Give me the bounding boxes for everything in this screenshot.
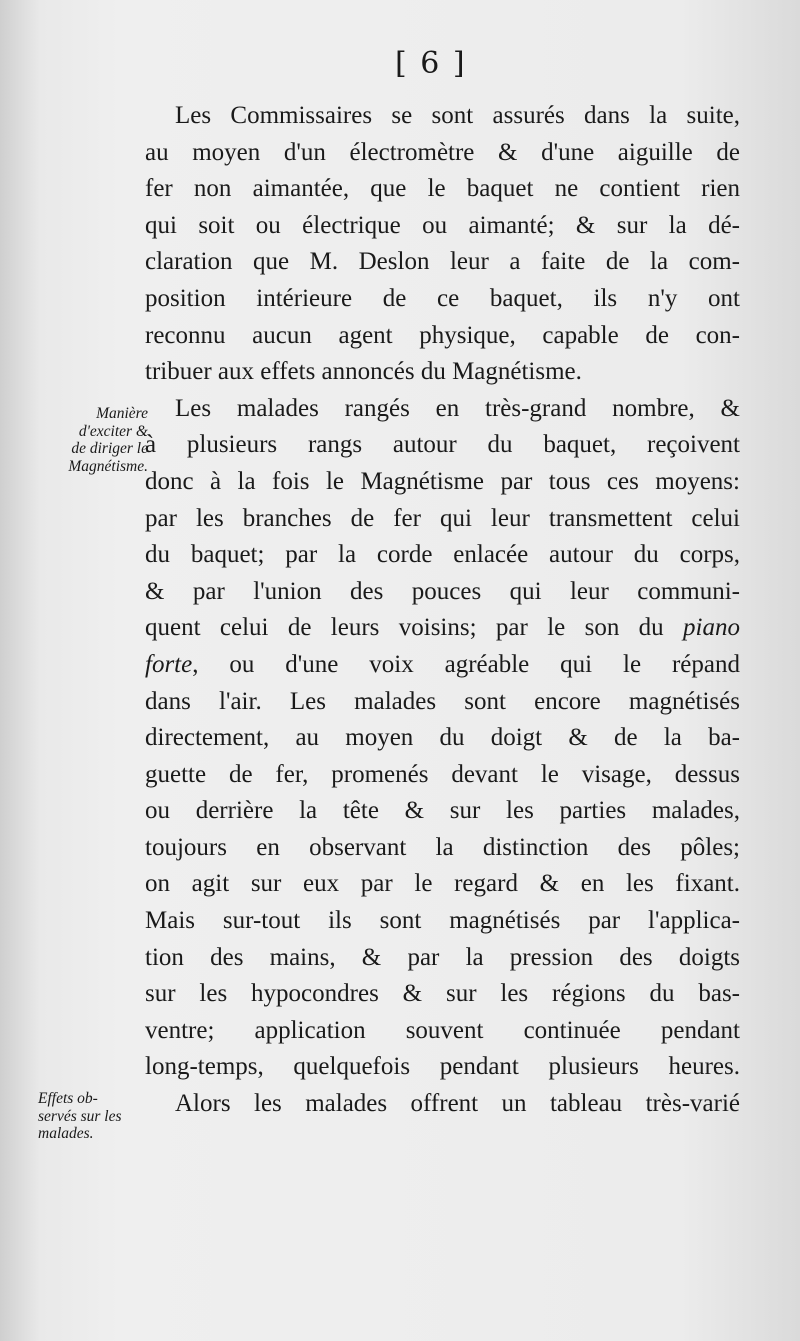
text-line: & par l'union des pouces qui leur communi- <box>145 577 740 605</box>
margin-note-manner <box>28 405 148 475</box>
text-run: , ou d'une voix agréable qui le répand <box>192 650 740 678</box>
margin-note-line: servés sur les <box>38 1107 122 1125</box>
text-line: au moyen d'un électromètre & d'une aiguille de <box>145 138 740 166</box>
text-line: Les malades rangés en très-grand nombre, & <box>175 394 740 422</box>
text-line: à plusieurs rangs autour du baquet, reçoivent <box>145 431 740 459</box>
text-line: sur les hypocondres & sur les régions du bas- <box>145 980 740 1008</box>
text-line: Les Commissaires se sont assurés dans la suite, <box>175 102 740 129</box>
text-line: claration que M. Deslon leur a faite de la com- <box>145 248 740 276</box>
text-line: Mais sur-tout ils sont magnétisés par l'applica- <box>145 907 740 935</box>
margin-note-line: de diriger le <box>71 440 148 457</box>
text-line: du baquet; par la corde enlacée autour du corps, <box>145 541 740 569</box>
margin-note-effects <box>38 1090 158 1143</box>
text-line: on agit sur eux par le regard & en les fixant. <box>145 870 740 898</box>
text-line: reconnu aucun agent physique, capable de con- <box>145 321 740 349</box>
text-line: ou derrière la tête & sur les parties malades, <box>145 797 740 825</box>
text-line-with-italic <box>145 647 740 684</box>
page-number: [ 6 ] <box>395 46 467 81</box>
margin-note-line: Effets ob- <box>38 1090 98 1107</box>
text-line: par les branches de fer qui leur transmettent celui <box>145 504 740 532</box>
text-line: Alors les malades offrent un tableau très-varié <box>175 1090 740 1118</box>
margin-note-line: malades. <box>38 1125 94 1142</box>
margin-note-line: Manière <box>96 405 148 422</box>
margin-note-line: Magnétisme. <box>68 457 148 475</box>
text-line: fer non aimantée, que le baquet ne contient rien <box>145 175 740 203</box>
text-line-with-italic <box>145 610 740 647</box>
body-text <box>145 98 740 1123</box>
text-run: quent celui de leurs voisins; par le son du <box>145 614 664 642</box>
text-line: position intérieure de ce baquet, ils n'y ont <box>145 284 740 312</box>
text-line: toujours en observant la distinction des pôles; <box>145 833 740 861</box>
margin-note-line: d'exciter & <box>78 422 148 440</box>
text-line: qui soit ou électrique ou aimanté; & sur la dé- <box>145 211 740 239</box>
italic-term: piano <box>683 614 740 642</box>
text-line: long-temps, quelquefois pendant plusieurs heures. <box>145 1053 740 1081</box>
text-line: dans l'air. Les malades sont encore magnétisés <box>145 687 740 715</box>
text-line: tion des mains, & par la pression des doigts <box>145 943 740 971</box>
text-line: guette de fer, promenés devant le visage, dessus <box>145 760 740 788</box>
text-line: directement, au moyen du doigt & de la ba- <box>145 724 740 752</box>
text-line: donc à la fois le Magnétisme par tous ces moyens: <box>145 467 740 495</box>
text-line: ventre; application souvent continuée pendant <box>145 1016 740 1044</box>
text-line: tribuer aux effets annoncés du Magnétisme. <box>145 358 582 386</box>
italic-term: forte <box>145 650 193 678</box>
